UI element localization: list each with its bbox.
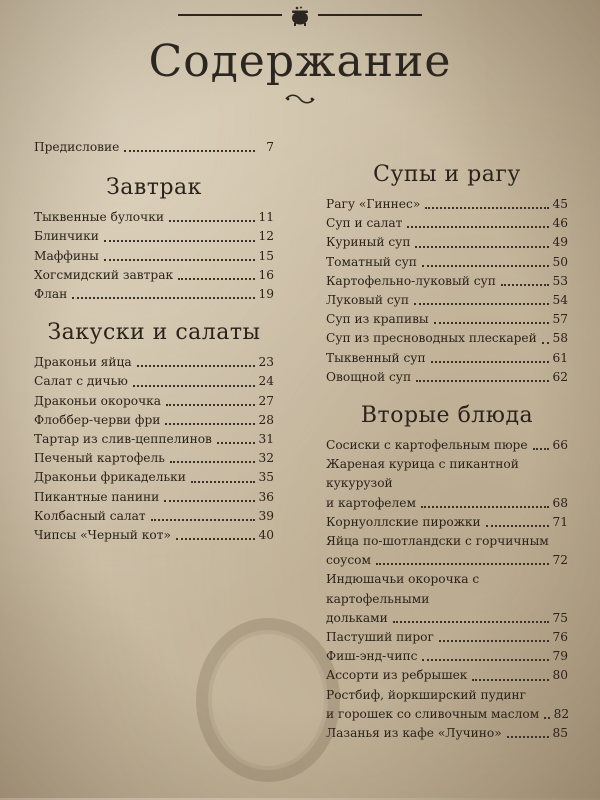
toc-entry[interactable] [326,436,568,455]
entry-page: 45 [552,197,568,211]
entry-title: Драконьи окорочка [34,393,162,408]
entry-page: 71 [552,514,568,529]
entry-title: Суп из крапивы [326,312,429,327]
toc-entry[interactable] [326,647,568,666]
entry-title: Ассорти из ребрышек [326,668,468,683]
entry-page: 85 [552,726,568,741]
dot-leader [542,342,549,344]
entry-title: и горошек со сливочным маслом [326,706,540,721]
toc-right-column [326,138,568,743]
dot-leader [72,297,255,299]
entry-page: 32 [258,451,274,466]
dot-leader [486,525,549,527]
dot-leader [178,278,255,280]
toc-entry[interactable] [326,291,568,310]
swirl-ornament-icon [284,93,316,105]
entry-page: 54 [552,293,568,308]
toc-left-column [34,138,274,545]
dot-leader [124,150,255,152]
dot-leader [407,226,549,228]
entry-page: 24 [258,374,274,389]
toc-entry[interactable] [34,526,274,545]
ornament-rule-right [318,14,422,16]
entry-page: 7 [266,140,274,154]
entry-title: Томатный суп [326,254,417,269]
entry-page: 80 [552,668,568,683]
toc-entry[interactable] [326,724,568,743]
dot-leader [191,481,255,483]
dot-leader [137,365,255,367]
section-soups-list [326,195,568,387]
entry-page: 57 [552,312,568,327]
entry-page: 39 [258,508,274,523]
toc-entry[interactable] [326,310,568,329]
cauldron-icon [289,6,311,26]
dot-leader [104,240,255,242]
entry-page: 49 [552,235,568,250]
toc-entry[interactable] [326,214,568,233]
dot-leader [507,736,549,738]
toc-entry[interactable] [34,208,274,227]
toc-entry[interactable] [326,272,568,291]
toc-entry[interactable] [326,455,568,513]
entry-title: Печеный картофель [34,451,165,466]
toc-entry[interactable] [34,227,274,246]
toc-entry[interactable] [326,532,568,570]
entry-title: Суп и салат [326,216,403,231]
section-title-mains: Вторые блюда [360,403,534,429]
entry-page: 61 [552,350,568,365]
entry-title: Блинчики [34,229,99,244]
toc-entry[interactable] [34,392,274,411]
toc-entry[interactable] [326,666,568,685]
dot-leader [416,380,549,382]
section-snacks-list [34,353,274,545]
entry-title: Суп из пресноводных плескарей [326,331,537,346]
dot-leader [164,500,255,502]
entry-title: Луковый суп [326,293,409,308]
dot-leader [165,423,255,425]
section-breakfast-list [34,208,274,304]
entry-title-line1: Индюшачьи окорочка с картофельными [326,572,480,606]
entry-title: Лазанья из кафе «Лучино» [326,726,502,741]
entry-title: и картофелем [326,495,416,510]
dot-leader [472,679,549,681]
entry-page: 46 [552,216,568,231]
dot-leader [434,322,549,324]
toc-entry[interactable] [34,507,274,526]
toc-entry[interactable] [326,513,568,532]
entry-title: Колбасный салат [34,508,146,523]
toc-entry[interactable] [326,349,568,368]
dot-leader [425,207,549,209]
dot-leader [176,538,255,540]
section-title-soups: Супы и рагу [373,162,521,187]
entry-title: Драконьи яйца [34,355,132,370]
dot-leader [422,265,549,267]
entry-title: Хогсмидский завтрак [34,267,174,282]
toc-entry[interactable] [326,368,568,387]
toc-entry[interactable] [34,430,274,449]
entry-page: 68 [552,495,568,510]
dot-leader [439,640,549,642]
entry-page: 23 [258,355,274,370]
toc-entry[interactable] [34,266,274,285]
entry-title: Чипсы «Черный кот» [34,528,171,543]
entry-page: 82 [553,706,570,721]
toc-entry[interactable] [34,468,274,487]
entry-page: 75 [552,610,568,625]
dot-leader [151,519,255,521]
entry-page: 31 [258,432,274,447]
ornament-rule-left [178,14,282,16]
entry-title: Сосиски с картофельным пюре [326,438,528,453]
dot-leader [169,220,255,222]
entry-title: Предисловие [34,140,120,154]
dot-leader [393,621,549,623]
toc-entry[interactable] [326,329,568,348]
entry-title: Рагу «Гиннес» [326,197,421,211]
entry-title: соусом [326,553,371,568]
entry-page: 72 [552,553,568,568]
entry-title-line1: Жареная курица с пикантной кукурузой [326,457,519,491]
entry-title: Куриный суп [326,235,411,250]
toc-entry[interactable] [326,233,568,252]
dot-leader [217,442,255,444]
entry-title: Салат с дичью [34,374,128,389]
toc-entry[interactable] [34,372,274,391]
toc-entry[interactable] [326,628,568,647]
entry-title: Корнуоллские пирожки [326,514,481,529]
toc-entry[interactable] [34,411,274,430]
entry-page: 58 [552,331,568,346]
toc-entry-preface[interactable] [34,138,274,157]
entry-title: Овощной суп [326,369,412,384]
dot-leader [431,361,549,363]
entry-page: 28 [258,412,274,427]
dot-leader [544,717,550,719]
entry-title: Тартар из слив-цеппелинов [34,432,212,447]
section-mains-list [326,436,568,743]
entry-page: 27 [258,393,274,408]
entry-page: 79 [552,649,568,664]
entry-title: Пикантные панини [34,489,160,504]
entry-page: 36 [258,489,274,504]
entry-title: Драконьи фрикадельки [34,470,186,485]
toc-entry[interactable] [326,570,568,628]
section-title-breakfast: Завтрак [106,175,202,201]
entry-page: 11 [258,210,274,225]
entry-page: 15 [258,248,274,263]
section-title-snacks: Закуски и салаты [47,320,261,346]
entry-title: Тыквенные булочки [34,210,164,225]
toc-entry[interactable] [34,449,274,468]
entry-page: 50 [552,254,568,269]
dot-leader [421,506,549,508]
entry-page: 62 [552,369,568,384]
entry-title: дольками [326,610,388,625]
dot-leader [170,461,255,463]
page-title: Содержание [148,36,452,87]
coffee-stain [180,590,350,800]
entry-title: Пастуший пирог [326,630,434,645]
entry-page: 16 [258,267,274,282]
entry-title: Картофельно-луковый суп [326,273,496,288]
toc-entry[interactable] [34,285,274,304]
entry-page: 19 [258,287,274,302]
dot-leader [104,259,255,261]
entry-page: 12 [258,229,274,244]
entry-title: Маффины [34,248,99,263]
entry-page: 40 [258,528,274,543]
entry-title: Фиш-энд-чипс [326,649,418,664]
entry-page: 35 [258,470,274,485]
entry-page: 76 [552,630,568,645]
entry-page: 53 [552,273,568,288]
dot-leader [376,563,549,565]
dot-leader [166,404,255,406]
toc-entry[interactable] [326,253,568,272]
dot-leader [422,659,549,661]
toc-entry[interactable] [34,488,274,507]
dot-leader [133,385,255,387]
dot-leader [414,303,549,305]
dot-leader [533,448,549,450]
entry-title-line1: Яйца по-шотландски с горчичным [326,534,549,549]
entry-title: Тыквенный суп [326,350,426,365]
toc-entry[interactable] [34,247,274,266]
dot-leader [415,246,549,248]
toc-entry[interactable] [34,353,274,372]
dot-leader [501,284,549,286]
entry-page: 66 [552,438,568,453]
toc-entry[interactable] [326,195,568,214]
toc-entry[interactable] [326,686,568,724]
entry-title: Флоббер-черви фри [34,412,161,427]
entry-title: Флан [34,287,68,302]
entry-title-line1: Ростбиф, йоркширский пудинг [326,687,526,702]
